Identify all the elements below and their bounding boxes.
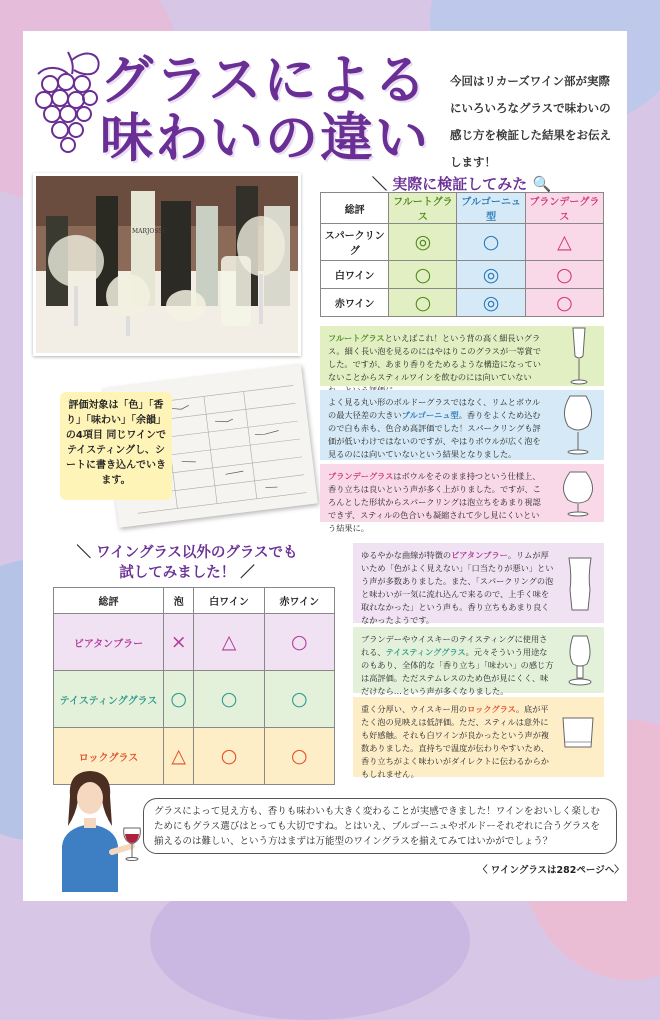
- rating-cell: ○: [194, 671, 264, 728]
- rock-text: 。底が平たく泡の見映えは低評価。ただ、スティルは意外にも好感触。それも白ワインが良かったという声が複数ありました。直持ちで温度が伝わりやすいため、香り立ちがよく味わいがダイレクトに伝わるからかもしれません。: [361, 704, 550, 779]
- woman-illustration: [52, 766, 147, 892]
- section1-heading-text: 実際に検証してみた: [392, 175, 528, 193]
- rating-cell: ○: [457, 224, 525, 261]
- grape-icon: [28, 44, 108, 159]
- rock-name: ロックグラス: [467, 704, 516, 714]
- row-label: ロックグラス: [54, 728, 164, 785]
- rating-cell: ◎: [457, 261, 525, 289]
- rating-cell: ×: [164, 614, 194, 671]
- rating-cell: △: [164, 728, 194, 785]
- other-glass-table: [53, 587, 335, 785]
- rating-cell: ○: [264, 614, 334, 671]
- row-label: 赤ワイン: [321, 289, 389, 317]
- intro-text: 今回はリカーズワイン部が実際にいろいろなグラスで味わいの感じ方を検証した結果をお伝えします！: [450, 74, 611, 169]
- burgundy-pre: よく見る丸い形のボルドーグラスではなく、リムとボウルの最大径差の大きい: [328, 397, 541, 420]
- magnifier-icon: 🔍: [532, 175, 552, 193]
- evaluation-note: 評価対象は「色」「香り」「味わい」「余韻」の4項目 同じワインでテイスティングし、シートに書き込んでいきます。: [60, 392, 172, 500]
- flute-card: [320, 326, 604, 386]
- header-cell: ブルゴーニュ型: [457, 193, 525, 224]
- rating-cell: △: [525, 224, 603, 261]
- brandy-text: はボウルをそのまま持つという仕様上、香り立ちは良いという声が多く上がりました。ですが、ころんとした形状からスパークリングは泡立ちをあまり視認できず、スティルの色合いも凝縮されて少し見にくいという結果に。: [328, 471, 541, 533]
- rating-cell: ○: [389, 261, 457, 289]
- beer-tumbler-icon: [566, 556, 594, 612]
- flute-glass-icon: [566, 326, 592, 386]
- header-cell: フルートグラス: [389, 193, 457, 224]
- brandy-name: ブランデーグラス: [328, 471, 394, 481]
- rating-cell: ◎: [389, 224, 457, 261]
- flute-text: といえばこれ！という背の高く細長いグラス。細く長い泡を見るのにはやはりこのグラスが一等賞でした。ですが、あまり香りをためるような構造になっていないことからスティルワインを飲むのには向いていない: [328, 333, 541, 382]
- header-cell: ブランデーグラス: [525, 193, 603, 224]
- rating-cell: ○: [525, 289, 603, 317]
- beer-pre: ゆるやかな曲線が特徴の: [361, 550, 452, 560]
- rating-cell: ○: [389, 289, 457, 317]
- section2-heading-line2: 試してみました！: [119, 565, 236, 581]
- section2-heading: ＼ ワイングラス以外のグラスでも 試してみました！ ／: [76, 545, 298, 581]
- row-label: スパークリング: [321, 224, 389, 261]
- rating-cell: ○: [194, 728, 264, 785]
- wine-glasses-photo: [33, 173, 301, 356]
- title-line1: グラスによる: [100, 50, 429, 111]
- rating-cell: ○: [525, 261, 603, 289]
- glass-comparison-table: [320, 192, 604, 317]
- rating-cell: △: [194, 614, 264, 671]
- tasting-glass-icon: [563, 632, 597, 688]
- header-cell: 総評: [54, 588, 164, 614]
- tasting-name: テイスティンググラス: [385, 647, 466, 657]
- flute-name: フルートグラス: [328, 333, 385, 343]
- row-label: テイスティンググラス: [54, 671, 164, 728]
- rating-cell: ◎: [457, 289, 525, 317]
- header-cell: 泡: [164, 588, 194, 614]
- beer-text: 。リムが厚いため「色がよく見えない」「口当たりが悪い」という声が多数ありました。また、「スパークリングの泡と味わいが一気に流れ込んで来るので、上手く味を取れなかった」という声も。香り立ちもあまり良くなかったようです。: [361, 550, 554, 625]
- rating-cell: ○: [264, 728, 334, 785]
- tasting-pre: ブランデーやウイスキーのテイスティングに使用される、: [361, 634, 548, 657]
- section2-heading-line1: ワイングラス以外のグラスでも: [96, 545, 298, 561]
- section1-heading: ＼ 実際に検証してみた 🔍: [372, 175, 552, 193]
- header-cell: 赤ワイン: [264, 588, 334, 614]
- tasting-text: 。元々そういう用途なのもあり、全体的な「香り立ち」「味わい」の感じ方は高評価。ただステムレスのため色が見にくく、味だけなら…という声が多くなりました。: [361, 647, 554, 696]
- rock-pre: 重く分厚い、ウイスキー用の: [361, 704, 468, 714]
- burgundy-name: ブルゴーニュ型: [401, 410, 459, 420]
- header-cell: 白ワイン: [194, 588, 264, 614]
- beer-name: ビアタンブラー: [451, 550, 508, 560]
- row-label: ビアタンブラー: [54, 614, 164, 671]
- bottle-label: MARJOSSE: [132, 228, 167, 235]
- burgundy-text: 。香りをよくため込むので白も赤も、色合め高評価でした！スパークリングも評価が低いわけではないのですが、やはりボウルが広く泡を見るのには向いていないという結果となりました。: [328, 410, 541, 459]
- page-title: [100, 52, 430, 168]
- brandy-glass-icon: [558, 468, 598, 518]
- header-cell: 総評: [321, 193, 389, 224]
- page-reference-link[interactable]: 〈 ワイングラスは282ページへ〉: [478, 865, 624, 876]
- speech-bubble: グラスによって見え方も、香りも味わいも大きく変わることが実感できました！ワインをおいしく楽しむためにもグラス選びはとっても大切ですね。とはいえ、ブルゴーニュやボルドーそれぞれに合うグラスを揃えるのは難しい、という方はまずは万能型のワイングラスを揃えてみてはいかがでしょう？: [143, 798, 617, 854]
- row-label: 白ワイン: [321, 261, 389, 289]
- rating-cell: ○: [164, 671, 194, 728]
- title-line2: 味わいの違い: [100, 108, 430, 169]
- rating-cell: ○: [264, 671, 334, 728]
- rock-glass-icon: [560, 714, 596, 750]
- burgundy-glass-icon: [560, 394, 596, 456]
